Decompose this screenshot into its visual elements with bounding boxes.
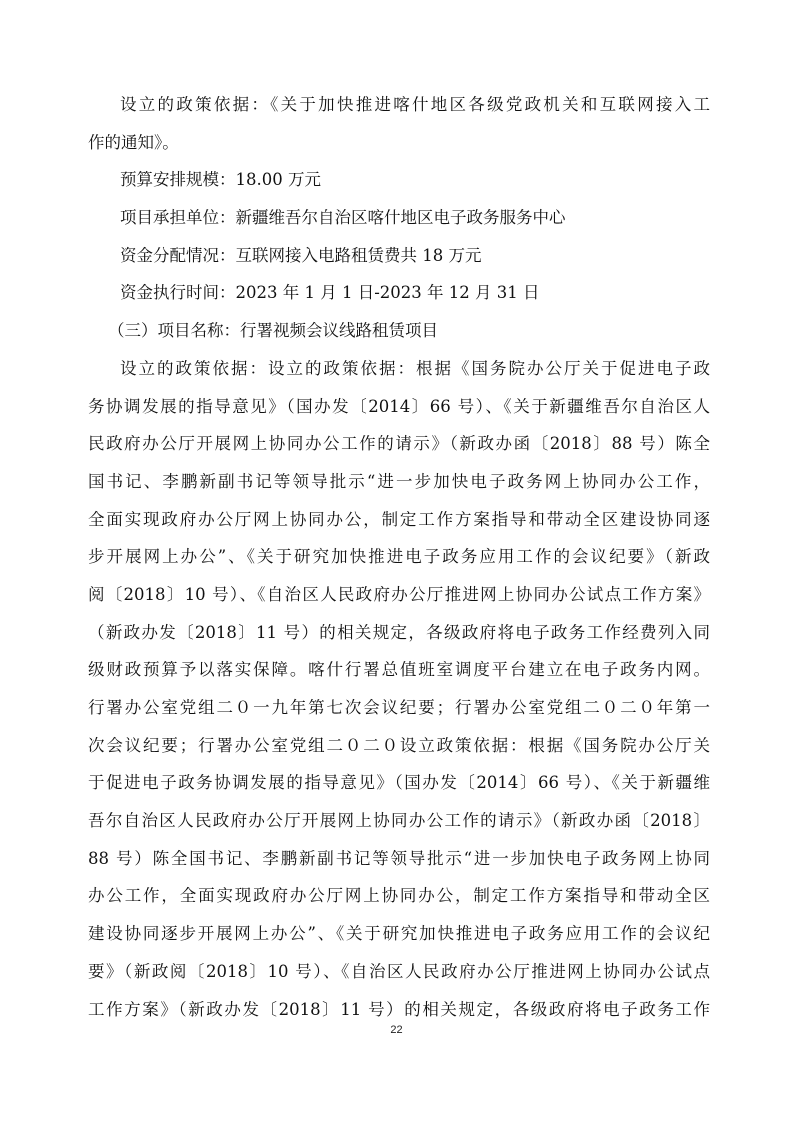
text-line: 次会议纪要；行署办公室党组二０二０设立政策依据：根据《国务院办公厅关 [88, 735, 710, 755]
text-line: 预算安排规模：18.00 万元 [120, 170, 321, 190]
text-line: 全面实现政府办公厅网上协同办公，制定工作方案指导和带动全区建设协同逐 [88, 509, 710, 529]
text-line: 行署办公室党组二０一九年第七次会议纪要；行署办公室党组二０二０年第一 [88, 698, 710, 717]
text-line: 要》（新政阅〔2018〕10 号）、《自治区人民政府办公厅推进网上协同办公试点 [88, 961, 710, 981]
text-line: 阅〔2018〕10 号）、《自治区人民政府办公厅推进网上协同办公试点工作方案》 [88, 584, 710, 604]
text-line: 务协调发展的指导意见》（国办发〔2014〕66 号）、《关于新疆维吾尔自治区人 [88, 396, 710, 416]
text-line: 项目承担单位：新疆维吾尔自治区喀什地区电子政务服务中心 [120, 208, 566, 228]
page-number: 22 [390, 1024, 403, 1036]
text-line: 吾尔自治区人民政府办公厅开展网上协同办公工作的请示》（新政办函〔2018〕 [88, 811, 710, 831]
text-line: 资金执行时间：2023 年 1 月 1 日-2023 年 12 月 31 日 [120, 283, 540, 303]
text-line: 办公工作，全面实现政府办公厅网上协同办公，制定工作方案指导和带动全区 [88, 886, 710, 906]
text-line: 建设协同逐步开展网上办公”、《关于研究加快推进电子政务应用工作的会议纪 [88, 924, 710, 944]
text-line: 作的通知》。 [88, 132, 179, 152]
text-line: 88 号）陈全国书记、李鹏新副书记等领导批示“进一步加快电子政务网上协同 [88, 848, 710, 868]
text-line: 于促进电子政务协调发展的指导意见》（国办发〔2014〕66 号）、《关于新疆维 [88, 773, 710, 793]
text-line: 民政府办公厅开展网上协同办公工作的请示》（新政办函〔2018〕88 号）陈全 [88, 434, 710, 454]
text-line: 设立的政策依据：《关于加快推进喀什地区各级党政机关和互联网接入工 [120, 95, 710, 114]
text-line: 资金分配情况：互联网接入电路租赁费共 18 万元 [120, 245, 482, 265]
text-line: 设立的政策依据：设立的政策依据：根据《国务院办公厅关于促进电子政 [120, 358, 710, 378]
text-line: 级财政预算予以落实保障。喀什行署总值班室调度平台建立在电子政务内网。 [88, 660, 710, 680]
text-line: 工作方案》（新政办发〔2018〕11 号）的相关规定，各级政府将电子政务工作 [88, 999, 710, 1019]
text-line: 步开展网上办公”、《关于研究加快推进电子政务应用工作的会议纪要》（新政 [88, 547, 710, 567]
section-heading: （三）项目名称：行署视频会议线路租赁项目 [108, 321, 438, 341]
document-body [88, 86, 710, 1028]
text-line: （新政办发〔2018〕11 号）的相关规定，各级政府将电子政务工作经费列入同 [88, 622, 710, 642]
text-line: 国书记、李鹏新副书记等领导批示“进一步加快电子政务网上协同办公工作， [88, 471, 710, 491]
